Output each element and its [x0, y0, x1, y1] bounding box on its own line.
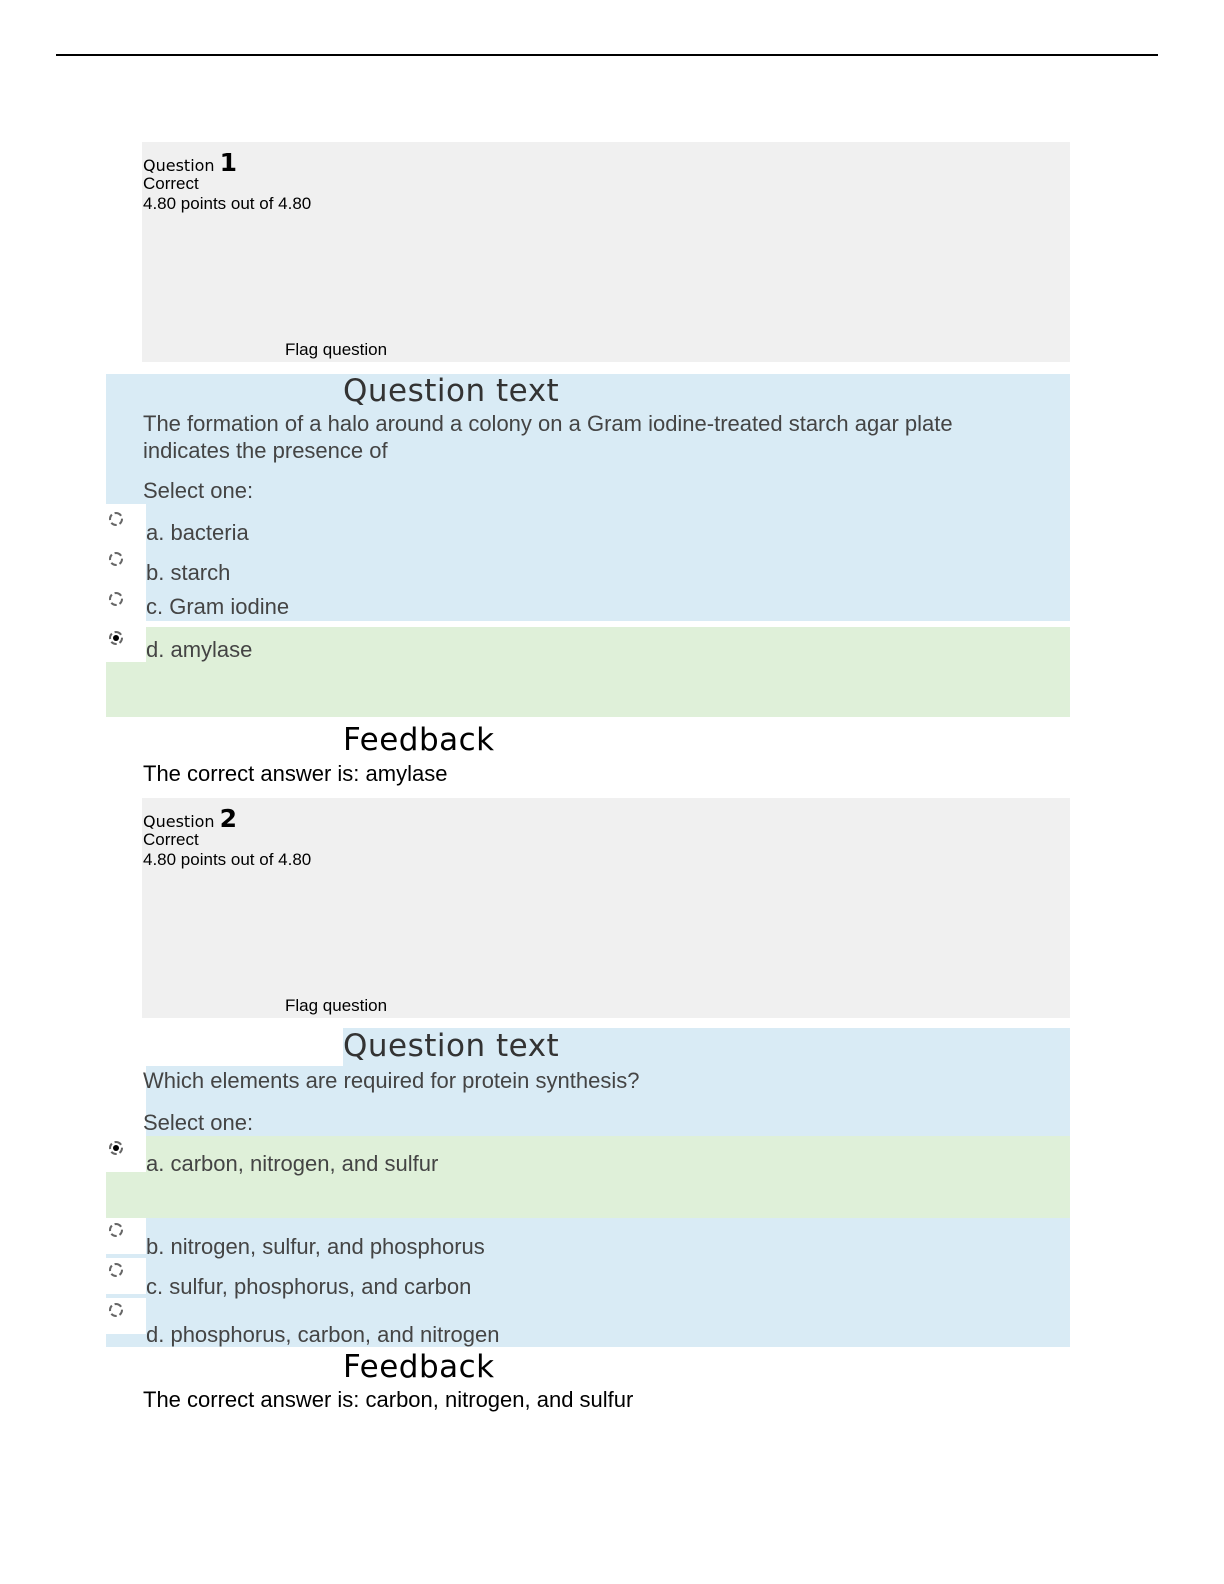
question-info-1: [142, 142, 1070, 362]
radio-button-a[interactable]: [109, 512, 123, 526]
option-b[interactable]: b. nitrogen, sulfur, and phosphorus: [146, 1234, 485, 1259]
question-text-heading: Question text: [343, 1028, 560, 1064]
question-text: Which elements are required for protein synthesis?: [143, 1068, 640, 1093]
select-one-prompt: Select one:: [143, 478, 254, 503]
radio-button-b[interactable]: [109, 1223, 123, 1237]
radio-cell: [106, 626, 146, 662]
radio-cell: [106, 1218, 146, 1254]
option-c[interactable]: c. Gram iodine: [146, 594, 290, 619]
select-one-prompt: Select one:: [143, 1110, 254, 1135]
question-state: Correct: [143, 174, 199, 193]
question-label: Question 2: [143, 804, 238, 833]
radio-button-c[interactable]: [109, 592, 123, 606]
option-c[interactable]: c. sulfur, phosphorus, and carbon: [146, 1274, 472, 1299]
correct-answer-highlight-edge: [106, 1172, 146, 1218]
feedback-heading: Feedback: [343, 1349, 495, 1385]
radio-cell: [106, 587, 146, 623]
question-number: 2: [219, 804, 238, 833]
option-d[interactable]: d. phosphorus, carbon, and nitrogen: [146, 1322, 500, 1347]
question-grade: 4.80 points out of 4.80: [143, 194, 312, 213]
radio-button-b[interactable]: [109, 552, 123, 566]
radio-cell: [106, 507, 146, 543]
radio-cell: [106, 547, 146, 583]
radio-button-a-selected[interactable]: [109, 1141, 123, 1155]
feedback-text: The correct answer is: amylase: [143, 761, 448, 786]
correct-answer-highlight: [146, 1136, 1070, 1218]
question-state: Correct: [143, 830, 199, 849]
question-number: 1: [219, 148, 238, 177]
feedback-text: The correct answer is: carbon, nitrogen, and sulfur: [143, 1387, 634, 1412]
radio-cell: [106, 1258, 146, 1294]
flag-question-link[interactable]: Flag question: [285, 340, 388, 359]
option-a[interactable]: a. carbon, nitrogen, and sulfur: [146, 1151, 439, 1176]
radio-button-d[interactable]: [109, 1303, 123, 1317]
options-panel-edge: [106, 1334, 146, 1347]
option-b[interactable]: b. starch: [146, 560, 231, 585]
option-a[interactable]: a. bacteria: [146, 520, 249, 545]
radio-button-d-selected[interactable]: [109, 631, 123, 645]
question-info-2: [142, 798, 1070, 1018]
option-d[interactable]: d. amylase: [146, 637, 253, 662]
top-rule: [56, 54, 1158, 56]
question-grade: 4.80 points out of 4.80: [143, 850, 312, 869]
feedback-heading: Feedback: [343, 722, 495, 758]
flag-question-link[interactable]: Flag question: [285, 996, 388, 1015]
question-label: Question 1: [143, 148, 238, 177]
radio-cell: [106, 1136, 146, 1172]
question-text: The formation of a halo around a colony on a Gram iodine-treated starch agar plate indicates the presence of: [143, 411, 953, 463]
radio-button-c[interactable]: [109, 1263, 123, 1277]
question-text-heading: Question text: [343, 373, 560, 409]
radio-cell: [106, 1298, 146, 1334]
